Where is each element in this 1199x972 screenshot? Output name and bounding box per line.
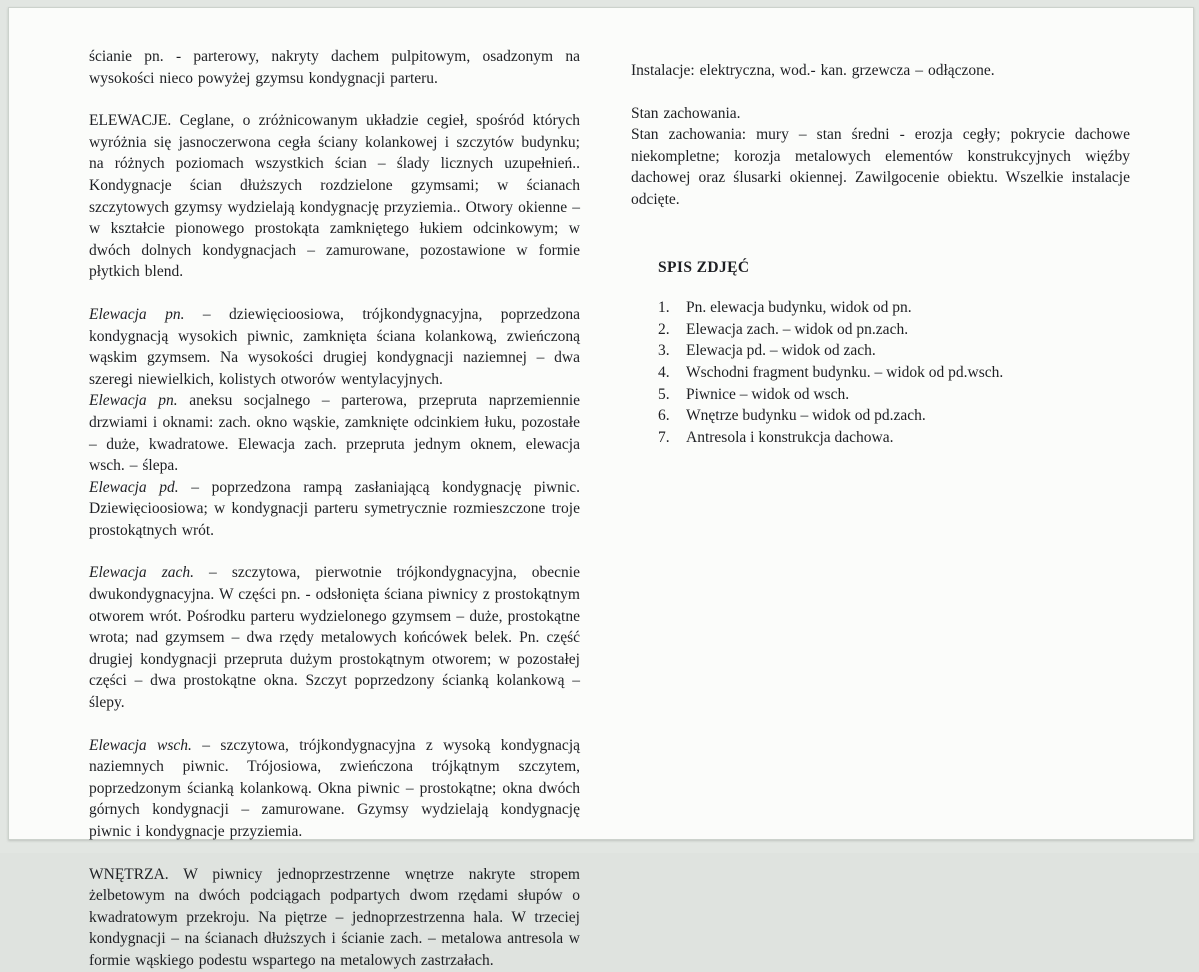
paragraph-text: aneksu socjalnego – parterowa, przepruta naprzemiennie drzwiami i oknami: zach. okno wąskie, zamknięte odcinkiem łuku, pozostałe – duże, kwadratowe. Elewacja zach. przepruta jednym oknem, elewacja wsch. – ślepa. [89, 392, 581, 475]
list-item-text: Pn. elewacja budynku, widok od pn. [686, 299, 912, 317]
paragraph-elewacja-pd [89, 477, 580, 542]
paragraph-text: ELEWACJE. Ceglane, o zróżnicowanym układzie cegieł, spośród których wyróżnia się jasnoczerwona cegła ściany kolankowej i szczytów budynku; na różnych poziomach wszystkich ścian – ślady licznych uzupełnień.. Kondygnacje ścian dłuższych rozdzielone gzymsami; w ścianach szczytowych gzymsy wydzielają kondygnację przyziemia.. Otwory okienne – w kształcie pionowego prostokąta zamkniętego łukiem odcinkowym; w dwóch dolnych kondygnacjach – zamurowane, pozostawione w formie płytkich blend. [89, 112, 580, 281]
paragraph-text: WNĘTRZA. W piwnicy jednoprzestrzenne wnętrze nakryte stropem żelbetowym na dwóch podciągach podpartych dwom rzędami słupów o kwadratowym przekroju. Na piętrze – jednoprzestrzenna hala. W trzeciej kondygnacji – na ścianach dłuższych i ścianie zach. – metalowa antresola w formie wąskiego podestu wspartego na metalowych zastrzałach. [89, 865, 580, 969]
list-item-number: 1. [658, 299, 670, 317]
paragraph-elewacja-zach [89, 562, 580, 713]
list-item-number: 5. [658, 385, 670, 403]
list-item [658, 384, 1130, 406]
list-item-number: 3. [658, 342, 670, 360]
list-item-text: Antresola i konstrukcja dachowa. [686, 428, 894, 446]
photo-list-heading: SPIS ZDJĘĆ [658, 258, 750, 276]
paragraph-installations: Instalacje: elektryczna, wod.- kan. grzewcza – odłączone. [631, 62, 995, 79]
paragraph-text: ścianie pn. - parterowy, nakryty dachem pulpitowym, osadzonym na wysokości nieco powyżej gzymsu kondygnacji parteru. [89, 48, 580, 87]
list-item-text: Piwnice – widok od wsch. [686, 385, 850, 403]
paragraph-text: – szczytowa, trójkondygnacyjna z wysoką kondygnacją naziemnych piwnic. Trójosiowa, zwieńczona trójkątnym szczytem, poprzedzonym ścianką kolankową. Okna piwnic – prostokątne; okna dwóch górnych kondygnacji – zamurowane. Gzymsy wydzielają kondygnację piwnic i kondygnacje przyziemia. [89, 736, 581, 840]
photo-list [658, 297, 1130, 448]
list-item-text: Wnętrze budynku – widok od pd.zach. [686, 407, 926, 425]
paragraph-elewacja-pn-aneks [89, 390, 580, 476]
paragraph-elewacja-pn [89, 304, 580, 390]
list-item-number: 2. [658, 320, 670, 338]
paragraph-wnetrza [89, 864, 580, 972]
paragraph-lead: Elewacja zach. [89, 564, 195, 582]
list-item-text: Wschodni fragment budynku. – widok od pd.wsch. [686, 363, 1004, 381]
list-item [658, 427, 1130, 449]
paragraph-lead: Elewacja wsch. [89, 736, 192, 754]
paragraph-condition: Stan zachowania: mury – stan średni - erozja cegły; pokrycie dachowe niekompletne; korozja metalowych elementów konstrukcyjnych więźby dachowej oraz ślusarki okiennej. Zawilgocenie obiektu. Wszelkie instalacje odcięte. [631, 126, 1130, 208]
paragraph-text: – szczytowa, pierwotnie trójkondygnacyjna, obecnie dwukondygnacyjna. W części pn. - odsłonięta ściana piwnicy z prostokątnym otworem wrót. Pośrodku parteru wydzielonego gzymsem – duże, prostokątne wrota; nad gzymsem – dwa rzędy metalowych końcówek belek. Pn. część drugiej kondygnacji przepruta dużym prostokątnym otworem; w pozostałej części – dwa prostokątne okna. Szczyt poprzedzony ścianką kolankową – ślepy. [89, 564, 580, 712]
paragraph-elewacje [89, 110, 580, 283]
paragraph-continuation [89, 46, 580, 89]
paragraph-lead: Elewacja pn. [89, 305, 185, 323]
list-item [658, 362, 1130, 384]
list-item-number: 7. [658, 428, 670, 446]
condition-heading-line: Stan zachowania. [631, 104, 741, 122]
paragraph-lead: Elewacja pd. [89, 478, 179, 496]
list-item-text: Elewacja pd. – widok od zach. [686, 342, 876, 360]
list-item [658, 297, 1130, 319]
list-item-number: 6. [658, 407, 670, 425]
paragraph-lead: Elewacja pn. [89, 392, 178, 410]
list-item [658, 319, 1130, 341]
list-item [658, 405, 1130, 427]
paragraph-text: – dziewięcioosiowa, trójkondygnacyjna, poprzedzona kondygnacją wysokich piwnic, zamknięta ściana kolankową, zwieńczoną wąskim gzymsem. Na wysokości drugiej kondygnacji naziemnej – dwa szeregi niewielkich, kolistych otworów wentylacyjnych. [89, 305, 580, 388]
paragraph-text: – poprzedzona rampą zasłaniającą kondygnację piwnic. Dziewięcioosiowa; w kondygnacji parteru symetrycznie rozmieszczone troje prostokątnych wrót. [89, 478, 580, 539]
right-column [631, 60, 1130, 448]
list-item [658, 340, 1130, 362]
left-column [89, 46, 580, 972]
paragraph-elewacja-wsch [89, 735, 580, 843]
list-item-number: 4. [658, 363, 670, 381]
document-page [8, 7, 1194, 969]
list-item-text: Elewacja zach. – widok od pn.zach. [686, 320, 909, 338]
